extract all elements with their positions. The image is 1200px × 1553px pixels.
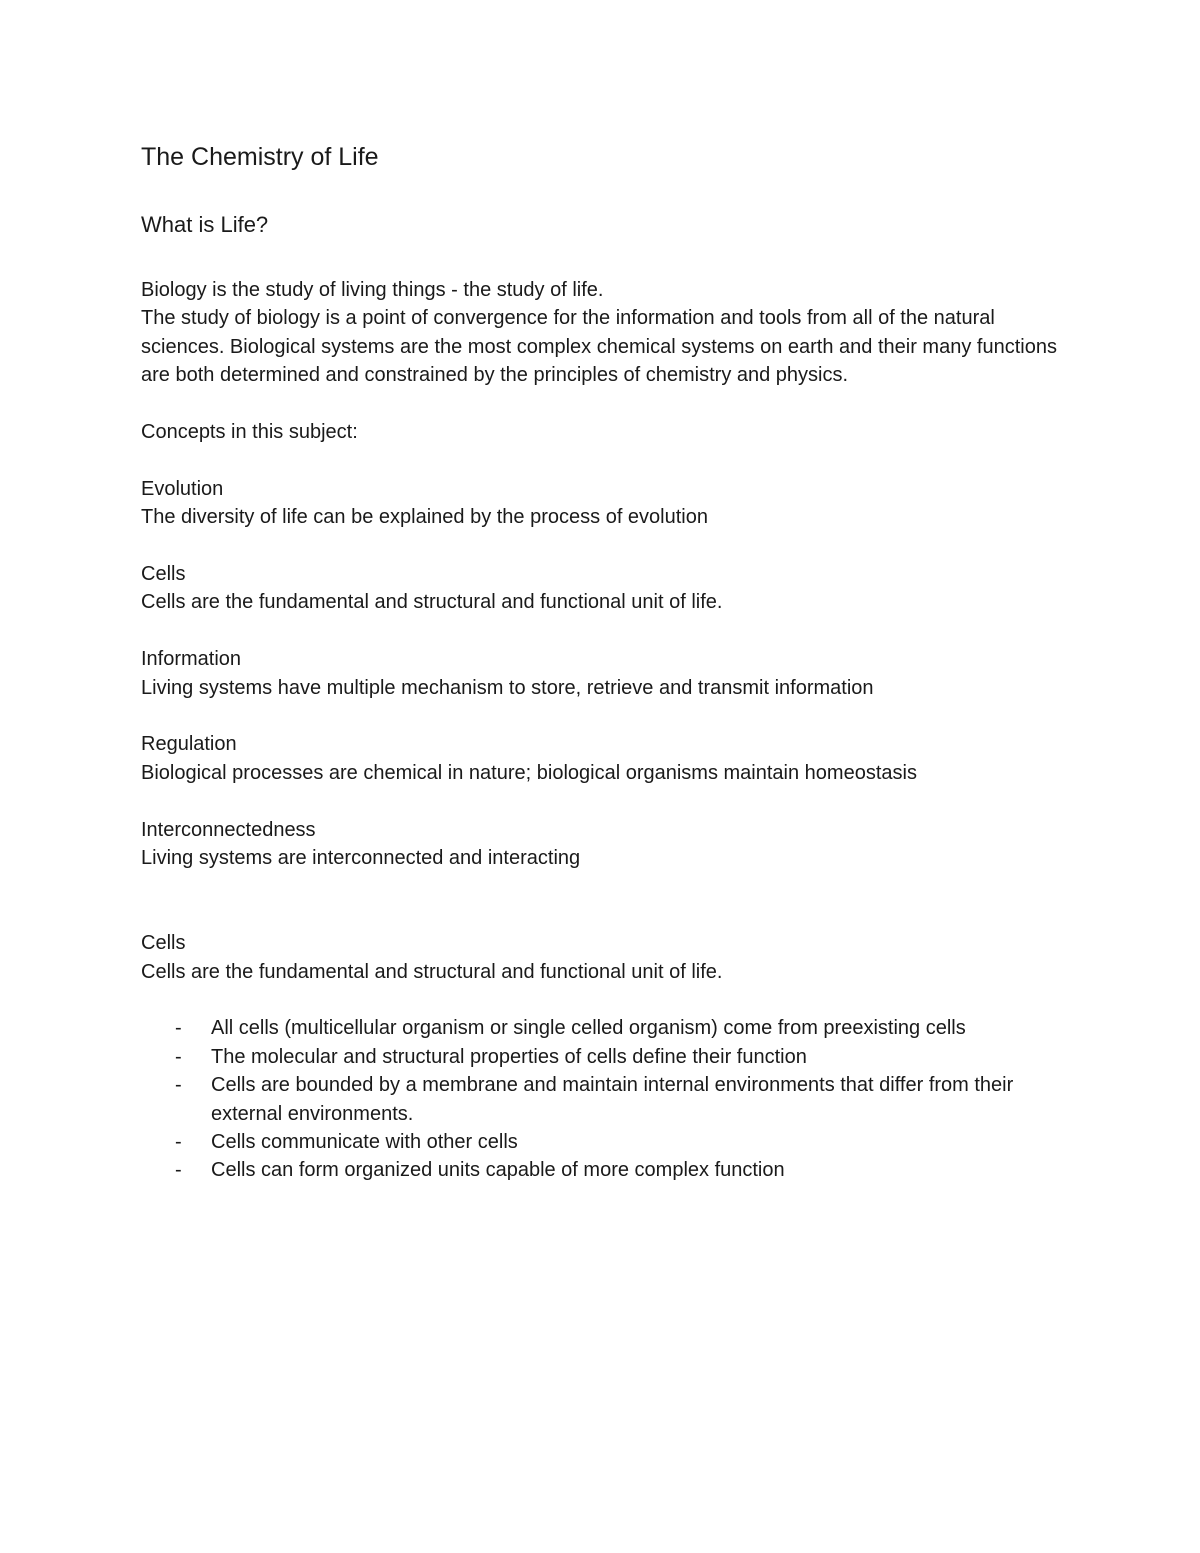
cells-section-heading: Cells [141, 932, 186, 955]
bullet-dash: - [175, 1074, 182, 1097]
concept-cells [141, 560, 1071, 617]
concept-description: Cells are the fundamental and structural and functional unit of life. [141, 591, 723, 614]
concept-information [141, 645, 1071, 702]
list-item [141, 1156, 1071, 1184]
list-item-text: All cells (multicellular organism or single celled organism) come from preexisting cells [211, 1017, 966, 1040]
list-item [141, 1043, 1071, 1071]
concept-description: Living systems are interconnected and interacting [141, 847, 581, 870]
concept-name: Regulation [141, 733, 237, 756]
list-item-text: Cells communicate with other cells [211, 1131, 518, 1154]
cells-section-description: Cells are the fundamental and structural and functional unit of life. [141, 960, 723, 983]
concept-name: Information [141, 648, 242, 671]
concept-evolution [141, 475, 1071, 532]
concept-regulation [141, 730, 1071, 787]
list-item [141, 1128, 1071, 1156]
list-item-text: Cells are bounded by a membrane and maintain internal environments that differ from their external environments. [211, 1074, 1014, 1125]
concept-description: The diversity of life can be explained by the process of evolution [141, 506, 708, 529]
bullet-dash: - [175, 1017, 182, 1040]
intro-paragraphs [141, 276, 1071, 390]
section-heading-what-is-life: What is Life? [141, 212, 269, 237]
bullet-dash: - [175, 1159, 182, 1182]
list-item [141, 1071, 1071, 1128]
bullet-dash: - [175, 1131, 182, 1154]
bullet-dash: - [175, 1045, 182, 1068]
list-item-text: Cells can form organized units capable of more complex function [211, 1159, 785, 1182]
concept-name: Evolution [141, 477, 224, 500]
list-item [141, 1014, 1071, 1042]
intro-paragraph: The study of biology is a point of convergence for the information and tools from all of the natural sciences. Biological systems are the most complex chemical systems on earth and their many functions are both determined and constrained by the principles of chemistry and physics. [141, 307, 1057, 387]
concepts-heading: Concepts in this subject: [141, 421, 358, 444]
document-content [141, 140, 1071, 1185]
cells-section [141, 929, 1071, 1185]
cells-bullet-list [141, 1014, 1071, 1184]
concept-name: Cells [141, 563, 186, 586]
concept-description: Living systems have multiple mechanism to store, retrieve and transmit information [141, 676, 874, 699]
concept-description: Biological processes are chemical in nature; biological organisms maintain homeostasis [141, 761, 917, 784]
concept-interconnectedness [141, 816, 1071, 873]
list-item-text: The molecular and structural properties of cells define their function [211, 1045, 807, 1068]
concept-name: Interconnectedness [141, 818, 316, 841]
intro-sentence: Biology is the study of living things - the study of life. [141, 279, 604, 301]
document-title: The Chemistry of Life [141, 143, 379, 171]
